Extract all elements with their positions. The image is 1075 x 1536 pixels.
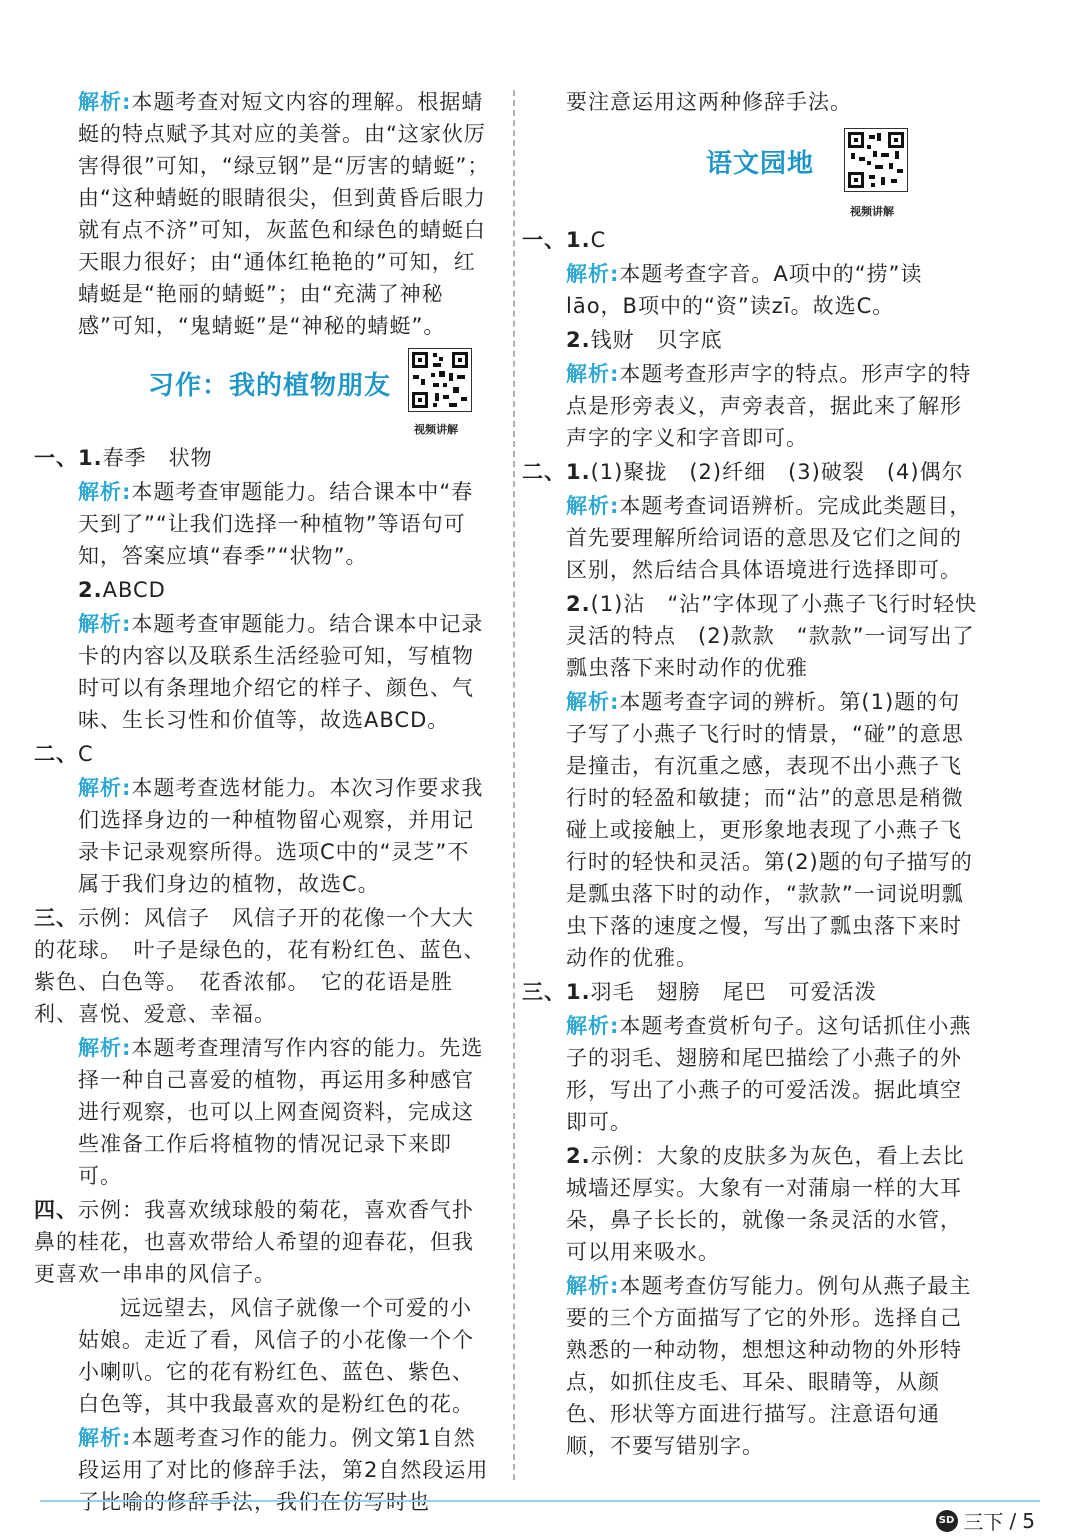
left-item-2: 解析:本题考查审题能力。结合课本中“春天到了”“让我们选择一种植物”等语句可知，答案应填“春季”“状物”。 — [78, 480, 474, 568]
left-item-6: 解析:本题考查选材能力。本次习作要求我们选择身边的一种植物留心观察，并用记录卡记录观察所得。选项C中的“灵芝”不属于我们身边的植物，故选C。 — [78, 776, 484, 896]
section-title: 习作：我的植物朋友 — [148, 371, 392, 401]
right-column — [522, 86, 978, 1464]
qr-label: 视频讲解 — [414, 423, 458, 436]
right-item-8: 解析:本题考查字词的辨析。第(1)题的句子写了小燕子飞行时的情景，“碰”的意思是撞击，有沉重之感，表现不出小燕子飞行时的轻盈和敏捷；而“沾”的意思是稍微碰上或接触上，更形象地表现了小燕子飞行时的轻快和灵活。第(2)题的句子描写的是瓢虫落下时的动作，“款款”一词说明瓢虫下落的速度之慢，写出了瓢虫落下来时动作的优雅。 — [566, 690, 973, 970]
page-footer — [936, 1506, 1035, 1535]
grade-label: 三下 — [963, 1510, 1004, 1534]
left-item-1: 一、1.春季 状物 — [34, 446, 213, 470]
right-item-1: 一、1.C — [522, 228, 607, 252]
right-item-5: 二、1.(1)聚拢 (2)纤细 (3)破裂 (4)偶尔 — [522, 460, 964, 484]
left-item-9: 四、示例：我喜欢绒球般的菊花，喜欢香气扑鼻的桂花，也喜欢带给人希望的迎春花，但我更喜欢一串串的风信子。 — [34, 1198, 474, 1286]
sd-badge-icon: SD — [936, 1510, 958, 1532]
column-divider — [513, 90, 515, 1480]
left-item-3: 2.ABCD — [78, 578, 166, 602]
right-continued: 要注意运用这两种修辞手法。 — [566, 90, 852, 114]
right-item-7: 2.(1)沾 “沾”字体现了小燕子飞行时轻快灵活的特点 (2)款款 “款款”一词写出了瓢虫落下来时动作的优雅 — [566, 592, 978, 680]
analysis-tag: 解析 — [78, 90, 122, 114]
left-item-5: 二、C — [34, 742, 94, 766]
right-item-2: 解析:本题考查字音。A项中的“捞”读lāo，B项中的“资”读zī。故选C。 — [566, 262, 923, 318]
right-item-9: 三、1.羽毛 翅膀 尾巴 可爱活泼 — [522, 980, 877, 1004]
left-column — [34, 86, 490, 1520]
qr-label: 视频讲解 — [850, 205, 894, 218]
left-item-4: 解析:本题考查审题能力。结合课本中记录卡的内容以及联系生活经验可知，写植物时可以有条理地介绍它的样子、颜色、气味、生长习性和价值等，故选ABCD。 — [78, 612, 484, 732]
section-header-writing — [78, 348, 490, 436]
section-header-garden — [566, 124, 978, 218]
right-item-11: 2.示例：大象的皮肤多为灰色，看上去比城墙还厚实。大象有一对蒲扇一样的大耳朵，鼻子长长的，就像一条灵活的水管，可以用来吸水。 — [566, 1144, 965, 1264]
left-item-7: 三、示例：风信子 风信子开的花像一个大大的花球。 叶子是绿色的，花有粉红色、蓝色、紫色、白色等。 花香浓郁。 它的花语是胜利、喜悦、爱意、幸福。 — [34, 906, 486, 1026]
qr-code-icon[interactable] — [408, 348, 472, 412]
page-number: 5 — [1022, 1508, 1035, 1533]
right-item-4: 解析:本题考查形声字的特点。形声字的特点是形旁表义，声旁表音，据此来了解形声字的字义和字音即可。 — [566, 362, 972, 450]
right-item-10: 解析:本题考查赏析句子。这句话抓住小燕子的羽毛、翅膀和尾巴描绘了小燕子的外形，写出了小燕子的可爱活泼。据此填空即可。 — [566, 1014, 972, 1134]
section-title: 语文园地 — [706, 149, 815, 179]
qr-code-icon[interactable] — [844, 128, 908, 192]
left-item-8: 解析:本题考查理清写作内容的能力。先选择一种自己喜爱的植物，再运用多种感官进行观察，也可以上网查阅资料，完成这些准备工作后将植物的情况记录下来即可。 — [78, 1036, 484, 1188]
page-separator: / — [1009, 1508, 1017, 1533]
right-item-12: 解析:本题考查仿写能力。例句从燕子最主要的三个方面描写了它的外形。选择自己熟悉的一种动物，想想这种动物的外形特点，如抓住皮毛、耳朵、眼睛等，从颜色、形状等方面进行描写。注意语句通顺，不要写错别字。 — [566, 1274, 972, 1458]
right-item-6: 解析:本题考查词语辨析。完成此类题目，首先要理解所给词语的意思及它们之间的区别，然后结合具体语境进行选择即可。 — [566, 494, 972, 582]
left-intro-analysis: 解析:本题考查对短文内容的理解。根据蜻蜓的特点赋予其对应的美誉。由“这家伙厉害得很”可知，“绿豆钢”是“厉害的蜻蜓”；由“这种蜻蜓的眼睛很尖，但到黄昏后眼力就有点不济”可知，灰蓝色和绿色的蜻蜓白天眼力很好；由“通体红艳艳的”可知，红蜻蜓是“艳丽的蜻蜓”；由“充满了神秘感”可知，“鬼蜻蜓”是“神秘的蜻蜓”。 — [78, 90, 490, 338]
left-item-10: 远远望去，风信子就像一个可爱的小姑娘。走近了看，风信子的小花像一个个小喇叭。它的花有粉红色、蓝色、紫色、白色等，其中我最喜欢的是粉红色的花。 — [78, 1296, 474, 1416]
right-item-3: 2.钱财 贝字底 — [566, 328, 723, 352]
left-item-11: 解析:本题考查习作的能力。例文第1自然段运用了对比的修辞手法，第2自然段运用了比喻的修辞手法，我们在仿写时也 — [78, 1426, 489, 1514]
footer-rule — [40, 1500, 1040, 1502]
